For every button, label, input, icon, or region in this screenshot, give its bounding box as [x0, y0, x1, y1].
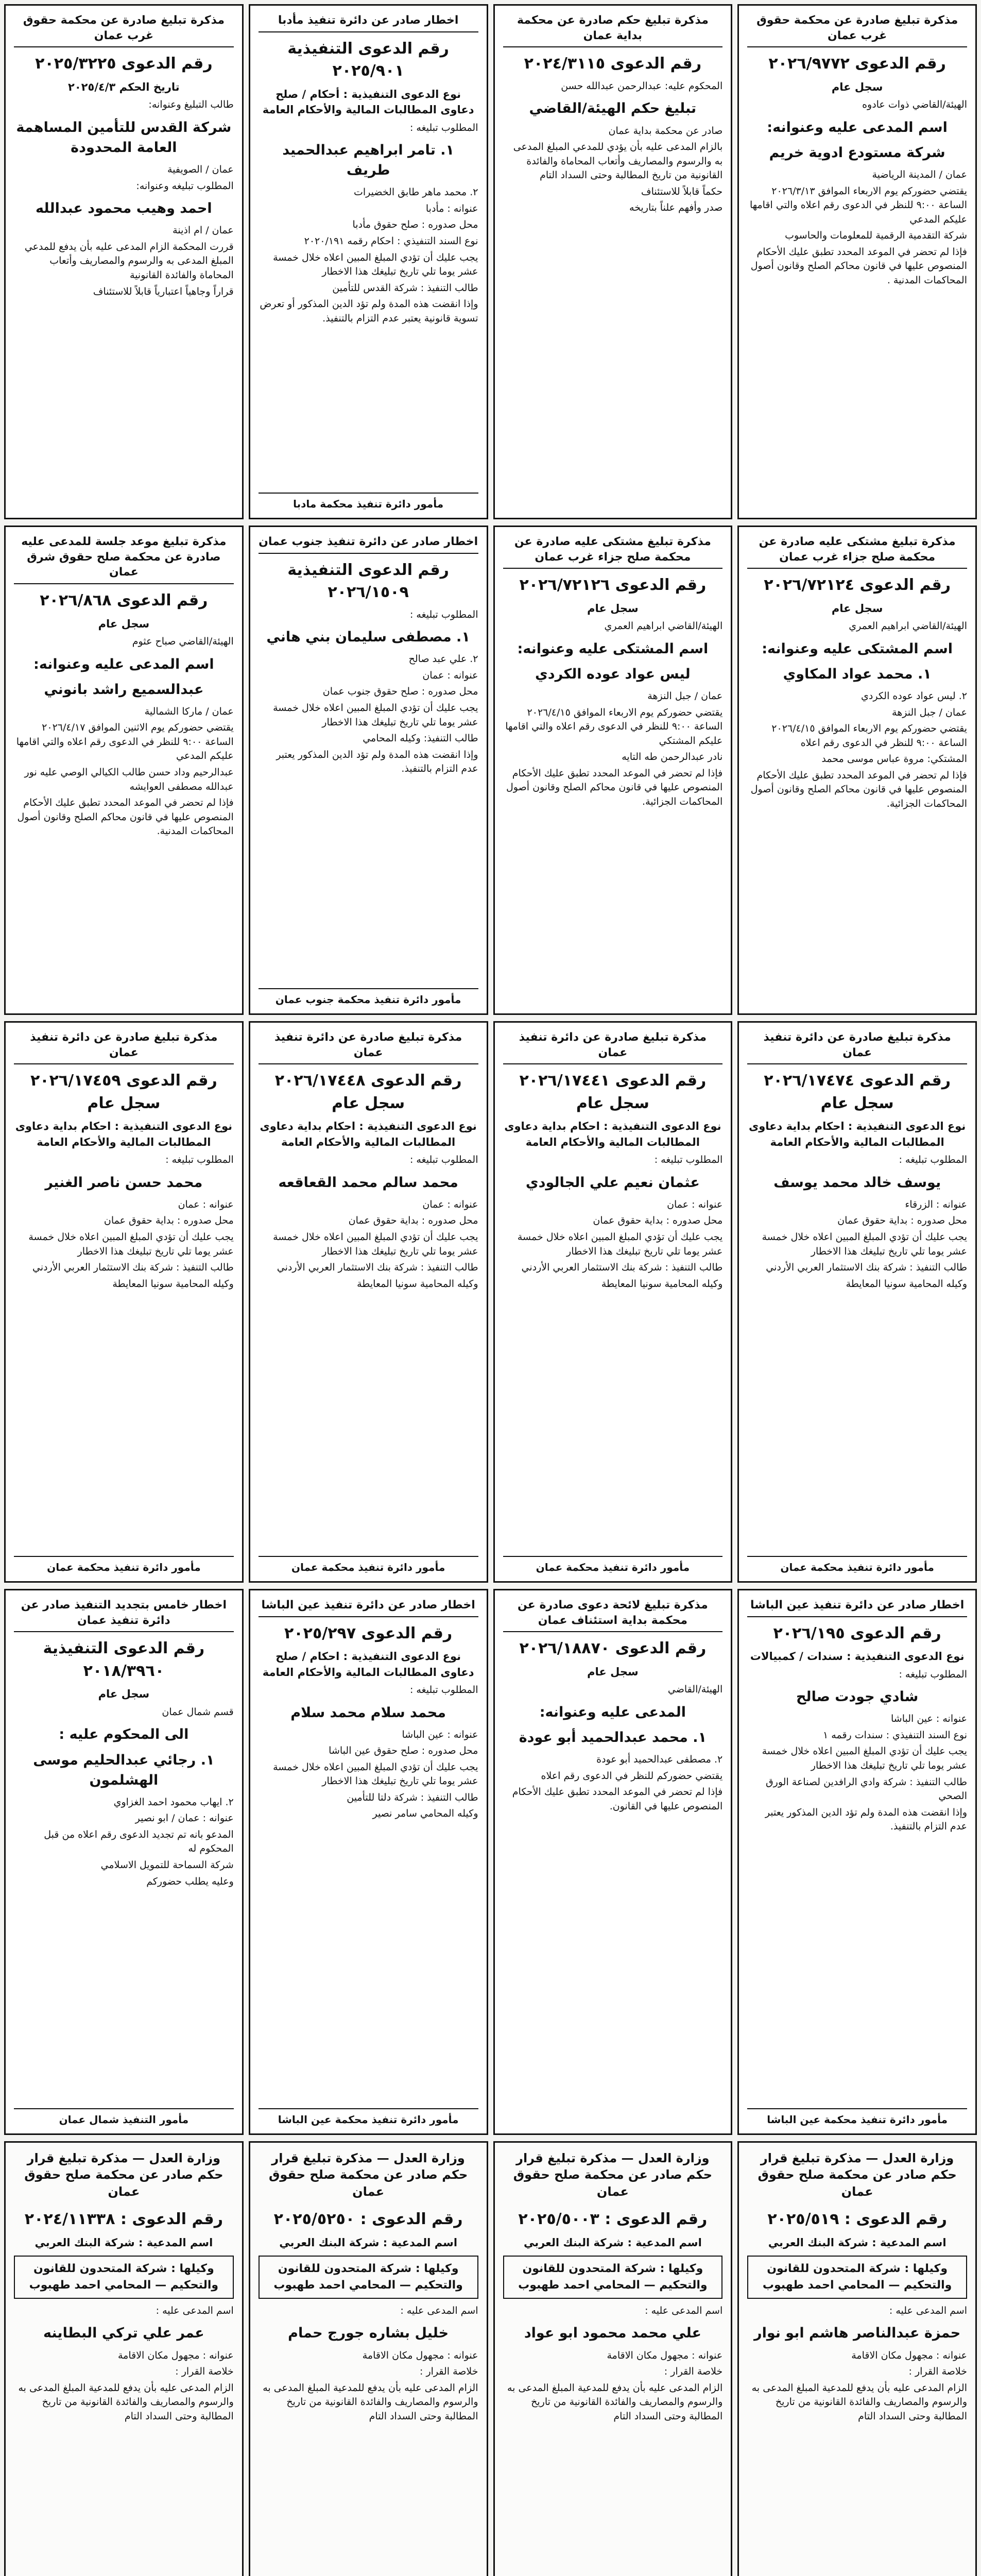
- party-name: محمد سالم محمد القعاقعه: [278, 1174, 458, 1191]
- notice-text: يجب عليك أن تؤدي المبلغ المبين اعلاه خلال خمسة عشر يوما تلي تاريخ تبليغك هذا الاخطار: [273, 702, 478, 728]
- legal-notice: [249, 1589, 488, 2135]
- notice-text: عنوانه : عين الباشا: [891, 1713, 967, 1725]
- notice-text: فإذا لم تحضر في الموعد المحدد تطبق عليك الأحكام المنصوص عليها في القانون.: [512, 1786, 723, 1812]
- notice-text: الهيئة/القاضي ابراهيم العمري: [849, 620, 967, 632]
- notice-text: شركة التقدمية الرقمية للمعلومات والحاسوب: [785, 230, 967, 242]
- party-name: ليس عواد عوده الكردي: [535, 666, 691, 682]
- notice-text: عمان / ام اذينة: [173, 225, 234, 236]
- notice-text: اسم المدعى عليه :: [400, 2304, 478, 2316]
- notice-text: يقتضي حضوركم يوم الاثنين الموافق ٢٠٢٦/٤/١٧ الساعة ٩:٠٠ للنظر في الدعوى رقم اعلاه والتي اقامها عليكم المدعي: [16, 722, 234, 762]
- notice-text: ٢. مصطفى عبدالحميد أبو عودة: [596, 1754, 723, 1766]
- notice-text: طالب التنفيذ : شركة القدس للتأمين: [332, 282, 478, 294]
- case-number: رقم الدعوى ٢٠٢٦/١٨٨٧٠: [519, 1639, 707, 1658]
- notice-subtitle: نوع الدعوى التنفيذية : احكام بداية دعاوى المطالبات المالية والأحكام العامة: [260, 1120, 477, 1148]
- notice-subtitle: اسم المدعية : شركة البنك العربي: [768, 2236, 946, 2249]
- notice-heading: مذكرة تبليغ صادرة عن دائرة تنفيذ عمان: [14, 1030, 234, 1064]
- notice-footer: مأمور دائرة تنفيذ محكمة جنوب عمان: [259, 988, 478, 1007]
- legal-notice: [4, 1589, 244, 2135]
- notice-heading: مذكرة تبليغ صادرة عن محكمة حقوق غرب عمان: [747, 13, 967, 47]
- notice-text: يجب عليك أن تؤدي المبلغ المبين اعلاه خلال خمسة عشر يوما تلي تاريخ تبليغك هذا الاخطار: [28, 1231, 234, 1257]
- notice-text: يجب عليك أن تؤدي المبلغ المبين اعلاه خلال خمسة عشر يوما تلي تاريخ تبليغك هذا الاخطار: [273, 251, 478, 278]
- notice-text: يقتضي حضوركم للنظر في الدعوى رقم اعلاه: [541, 1770, 723, 1782]
- notice-text: وكيله المحامية سونيا المعايطة: [846, 1278, 967, 1290]
- notice-heading: وزارة العدل — مذكرة تبليغ قرار حكم صادر عن محكمة صلح حقوق عمان: [24, 2151, 223, 2199]
- party-name: عمر علي تركي البطاينه: [43, 2325, 204, 2342]
- legal-notice: [493, 1021, 733, 1583]
- notice-text: محل صدوره : صلح حقوق جنوب عمان: [322, 686, 478, 698]
- notice-footer: مأمور دائرة تنفيذ محكمة عين الباشا: [747, 2108, 967, 2127]
- notice-text: طالب التنفيذ : شركة بنك الاستثمار العربي الأردني: [766, 1262, 967, 1274]
- notice-heading: مذكرة تبليغ صادرة عن دائرة تنفيذ عمان: [747, 1030, 967, 1064]
- notice-text: صادر عن محكمة بداية عمان: [608, 125, 723, 137]
- party-name: المدعى عليه وعنوانه:: [539, 1704, 686, 1720]
- case-number: رقم الدعوى ٢٠٢٦/١٧٤٤١ سجل عام: [519, 1072, 707, 1112]
- case-number: رقم الدعوى ٢٠٢٦/٩٧٧٢: [768, 55, 946, 73]
- legal-notice: [493, 2141, 733, 2576]
- notice-text: اسم المدعى عليه :: [645, 2304, 723, 2316]
- case-number: رقم الدعوى التنفيذية ٢٠٢٥/٩٠١: [287, 39, 449, 80]
- notice-text: المطلوب تبليغه :: [654, 1154, 723, 1166]
- notice-text: عمان / جبل النزهة: [892, 706, 967, 718]
- notice-heading: مذكرة تبليغ موعد جلسة للمدعى عليه صادرة عن محكمة صلح حقوق شرق عمان: [14, 534, 234, 584]
- notice-subtitle: نوع الدعوى التنفيذية : احكام بداية دعاوى المطالبات المالية والأحكام العامة: [504, 1120, 721, 1148]
- notice-footer: مأمور دائرة تنفيذ محكمة عمان: [259, 1556, 478, 1575]
- notice-text: المشتكي: مروة عباس موسى محمد: [821, 753, 967, 765]
- notice-text: وكيله المحامية سونيا المعايطة: [112, 1278, 234, 1290]
- notice-text: اسم المدعى عليه :: [889, 2304, 967, 2316]
- notice-footer: مأمور التنفيذ شمال عمان: [14, 2108, 234, 2127]
- notice-text: فإذا لم تحضر في الموعد المحدد تطبق عليك الأحكام المنصوص عليها في قانون محاكم الصلح وقانون أصول المحاكمات المدنية .: [750, 246, 967, 286]
- notice-text: محل صدوره : بداية حقوق عمان: [593, 1215, 723, 1227]
- notice-text: قراراً وجاهياً اعتبارياً قابلاً للاستئناف: [93, 285, 234, 297]
- notice-subtitle: نوع الدعوى التنفيذية : احكام / صلح دعاوى المطالبات المالية والأحكام العامة: [262, 1650, 474, 1679]
- notice-subtitle: تاريخ الحكم ٢٠٢٥/٤/٣: [68, 80, 180, 93]
- notice-text: عنوانه : مجهول مكان الاقامة: [851, 2349, 967, 2361]
- notice-text: يجب عليك أن تؤدي المبلغ المبين اعلاه خلال خمسة عشر يوما تلي تاريخ تبليغك هذا الاخطار: [762, 1231, 967, 1257]
- party-name: حمزة عبدالناصر هاشم ابو نوار: [754, 2325, 961, 2342]
- notice-heading: مذكرة تبليغ مشتكى عليه صادرة عن محكمة صلح جزاء غرب عمان: [747, 534, 967, 569]
- case-number: رقم الدعوى : ٢٠٢٥/٥٠٠٣: [518, 2210, 708, 2229]
- notice-text: المدعو بانه تم تجديد الدعوى رقم اعلاه من قبل المحكوم له: [44, 1828, 234, 1855]
- legal-notice: [493, 1589, 733, 2135]
- notice-text: قررت المحكمة الزام المدعى عليه بأن يدفع للمدعي المبلغ المدعى به والرسوم والمصاريف وأتعاب المحاماة والفائدة القانونية: [24, 241, 234, 281]
- notices-grid: [4, 4, 977, 2576]
- notice-heading: اخطار صادر عن دائرة تنفيذ مأدبا: [259, 13, 478, 32]
- notice-text: خلاصة القرار :: [175, 2366, 234, 2378]
- case-number: رقم الدعوى ٢٠٢٤/٣١١٥: [524, 55, 702, 73]
- notice-subtitle: سجل عام: [98, 617, 150, 630]
- notice-text: خلاصة القرار :: [664, 2366, 723, 2378]
- legal-notice: [4, 526, 244, 1015]
- notice-text: المطلوب تبليغه :: [409, 608, 478, 620]
- notice-text: يقتضي حضوركم يوم الاربعاء الموافق ٢٠٢٦/٣/١٣ الساعة ٩:٠٠ للنظر في الدعوى رقم اعلاه والتي اقامها عليكم المدعي: [749, 185, 967, 225]
- notice-text: فإذا لم تحضر في الموعد المحدد تطبق عليك الأحكام المنصوص عليها في قانون محاكم الصلح وقانون أصول المحاكمات الجزائية.: [750, 769, 967, 809]
- notice-text: وكيله المحامية سونيا المعايطة: [601, 1278, 723, 1290]
- notice-text: عمان / جبل النزهة: [647, 690, 723, 702]
- notice-text: طالب التنفيذ : شركة بنك الاستثمار العربي الأردني: [521, 1262, 723, 1274]
- notice-text: وإذا انقضت هذه المدة ولم تؤد الدين المذكور يعتبر عدم التزام بالتنفيذ.: [276, 749, 478, 775]
- notice-text: عنوانه : مجهول مكان الاقامة: [607, 2349, 723, 2361]
- notice-heading: مذكرة تبليغ صادرة عن دائرة تنفيذ عمان: [503, 1030, 723, 1064]
- notice-subtitle: نوع الدعوى التنفيذية : احكام بداية دعاوى المطالبات المالية والأحكام العامة: [748, 1120, 966, 1148]
- party-name: شادي جودت صالح: [796, 1689, 919, 1705]
- notice-text: خلاصة القرار :: [420, 2366, 478, 2378]
- case-number: رقم الدعوى ٢٠٢٥/٢٩٧: [284, 1624, 453, 1642]
- notice-text: المطلوب تبليغه :: [409, 1154, 478, 1166]
- notice-text: يجب عليك أن تؤدي المبلغ المبين اعلاه خلال خمسة عشر يوما تلي تاريخ تبليغك هذا الاخطار: [762, 1745, 967, 1771]
- notice-text: محل صدوره : بداية حقوق عمان: [104, 1215, 234, 1227]
- notice-text: عمان / الصويفية: [167, 164, 234, 176]
- notice-subtitle: سجل عام: [587, 1665, 639, 1678]
- notice-heading: مذكرة تبليغ صادرة عن دائرة تنفيذ عمان: [259, 1030, 478, 1064]
- notice-text: عمان / المدينة الرياضية: [872, 169, 967, 181]
- notice-text: المطلوب تبليغه :: [409, 1684, 478, 1696]
- notice-text: محل صدوره : صلح حقوق عين الباشا: [329, 1745, 478, 1757]
- notice-text: فإذا لم تحضر في الموعد المحدد تطبق عليك الأحكام المنصوص عليها في قانون محاكم الصلح وقانون أصول المحاكمات الجزائية.: [506, 767, 723, 807]
- notice-text: نوع السند التنفيذي : سندات رقمه ١: [823, 1729, 967, 1741]
- notice-text: عنوانه : مجهول مكان الاقامة: [117, 2349, 234, 2361]
- lawyer-box: وكيلها : شركة المتحدون للقانون والتحكيم — المحامي احمد طهبوب: [14, 2256, 234, 2299]
- notice-text: صدر وأفهم علناً بتاريخه: [629, 202, 723, 214]
- legal-notice: [249, 4, 488, 519]
- notice-text: ٢. ايهاب محمود احمد الغزاوي: [113, 1796, 234, 1808]
- notice-heading: اخطار صادر عن دائرة تنفيذ عين الباشا: [747, 1598, 967, 1617]
- notice-text: قسم شمال عمان: [162, 1706, 234, 1718]
- notice-footer: مأمور دائرة تنفيذ محكمة مادبا: [259, 493, 478, 512]
- notice-text: ٢. ليس عواد عوده الكردي: [861, 690, 967, 702]
- notice-text: وعليه يطلب حضوركم: [146, 1875, 234, 1887]
- notice-text: الزام المدعى عليه بأن يدفع للمدعية المبلغ المدعى به والرسوم والمصاريف والفائدة القانونية من تاريخ المطالبة وحتى السداد التام: [751, 2382, 967, 2422]
- notice-text: عنوانه : عمان / ابو نصير: [135, 1812, 234, 1824]
- notice-text: عنوانه : عين الباشا: [402, 1728, 478, 1740]
- notice-subtitle: نوع الدعوى التنفيذية : سندات / كمبيالات: [750, 1650, 965, 1663]
- notice-heading: اخطار صادر عن دائرة تنفيذ عين الباشا: [259, 1598, 478, 1617]
- notice-text: المحكوم عليه: عبدالرحمن عبدالله حسن: [561, 80, 723, 92]
- notice-text: المطلوب تبليغه :: [409, 122, 478, 133]
- party-name: احمد وهيب محمود عبدالله: [36, 200, 212, 217]
- case-number: رقم الدعوى ٢٠٢٦/٨٦٨: [40, 591, 208, 610]
- legal-notice: [4, 2141, 244, 2576]
- party-name: ١. رجائي عبدالحليم موسى الهشلمون: [33, 1752, 215, 1788]
- case-number: رقم الدعوى ٢٠٢٦/١٩٥: [773, 1624, 941, 1642]
- notice-text: المطلوب تبليغه :: [165, 1154, 234, 1166]
- legal-notice: [737, 2141, 977, 2576]
- party-name: يوسف خالد محمد يوسف: [773, 1174, 941, 1191]
- case-number: رقم الدعوى : ٢٠٢٥/٥٢٥٠: [273, 2210, 463, 2229]
- lawyer-box: وكيلها : شركة المتحدون للقانون والتحكيم — المحامي احمد طهبوب: [747, 2256, 967, 2299]
- notice-text: خلاصة القرار :: [908, 2366, 967, 2378]
- notice-text: الهيئة/القاضي ابراهيم العمري: [604, 620, 723, 632]
- party-name: اسم المدعى عليه وعنوانه:: [33, 656, 214, 672]
- notice-text: وكيله المحامية سونيا المعايطة: [357, 1278, 478, 1290]
- legal-notice: [4, 4, 244, 519]
- case-number: رقم الدعوى ٢٠٢٦/٧٢١٢٤: [764, 576, 951, 595]
- notice-subtitle: سجل عام: [831, 80, 883, 93]
- notice-text: عنوانه : عمان: [667, 1198, 723, 1210]
- notice-heading: مذكرة تبليغ لائحة دعوى صادرة عن محكمة بداية استئناف عمان: [503, 1598, 723, 1632]
- lawyer-box: وكيلها : شركة المتحدون للقانون والتحكيم — المحامي احمد طهبوب: [503, 2256, 723, 2299]
- notice-text: وكيله المحامي سامر نصير: [372, 1808, 478, 1820]
- legal-notice: [737, 1021, 977, 1583]
- party-name: خليل بشاره جورج حمام: [288, 2325, 449, 2342]
- notice-heading: اخطار خامس بتجديد التنفيذ صادر عن دائرة تنفيذ عمان: [14, 1598, 234, 1632]
- legal-notice: [493, 4, 733, 519]
- notice-text: يجب عليك أن تؤدي المبلغ المبين اعلاه خلال خمسة عشر يوما تلي تاريخ تبليغك هذا الاخطار: [273, 1231, 478, 1257]
- notice-text: الهيئة/القاضي: [667, 1684, 723, 1696]
- case-number: رقم الدعوى ٢٠٢٦/١٧٤٤٨ سجل عام: [274, 1072, 462, 1112]
- case-number: رقم الدعوى ٢٠٢٦/١٧٤٥٩ سجل عام: [30, 1072, 217, 1112]
- notice-text: عنوانه : الزرقاء: [905, 1198, 967, 1210]
- notice-text: الهيئة/القاضي ذوات عادوه: [862, 99, 967, 111]
- notice-text: نوع السند التنفيذي : احكام رقمه ٢٠٢٠/١٩١: [304, 235, 478, 247]
- legal-notice: [249, 526, 488, 1015]
- notice-text: نادر عبدالرحمن طه التايه: [622, 751, 723, 763]
- legal-notice: [249, 1021, 488, 1583]
- party-name: الى المحكوم عليه :: [59, 1726, 189, 1743]
- notice-heading: مذكرة تبليغ صادرة عن محكمة حقوق غرب عمان: [14, 13, 234, 47]
- notice-text: فإذا لم تحضر في الموعد المحدد تطبق عليك الأحكام المنصوص عليها في قانون محاكم الصلح وقانون أصول المحاكمات المدنية.: [17, 797, 234, 837]
- notice-text: طالب التبليغ وعنوانه:: [148, 99, 234, 111]
- notice-footer: مأمور دائرة تنفيذ محكمة عين الباشا: [259, 2108, 478, 2127]
- notice-text: طالب التنفيذ : شركة بنك الاستثمار العربي الأردني: [32, 1262, 234, 1274]
- party-name: شركة القدس للتأمين المساهمة العامة المحدودة: [16, 119, 232, 156]
- notice-text: محل صدوره : بداية حقوق عمان: [837, 1215, 967, 1227]
- party-name: اسم المشتكى عليه وعنوانه:: [517, 640, 709, 657]
- notice-text: عمان / ماركا الشمالية: [144, 705, 234, 717]
- notice-text: اسم المدعى عليه :: [156, 2304, 234, 2316]
- notice-text: طالب التنفيذ : شركة بنك الاستثمار العربي الأردني: [277, 1262, 478, 1274]
- notice-subtitle: سجل عام: [587, 602, 639, 615]
- party-name: اسم المشتكى عليه وعنوانه:: [762, 640, 953, 657]
- legal-notice: [493, 526, 733, 1015]
- notice-text: يقتضي حضوركم يوم الاربعاء الموافق ٢٠٢٦/٤/١٥ الساعة ٩:٠٠ للنظر في الدعوى رقم اعلاه: [771, 723, 967, 749]
- party-name: عثمان نعيم علي الجالودي: [525, 1174, 700, 1191]
- notice-text: عنوانه : عمان: [178, 1198, 234, 1210]
- lawyer-box: وكيلها : شركة المتحدون للقانون والتحكيم — المحامي احمد طهبوب: [259, 2256, 478, 2299]
- legal-notice: [249, 2141, 488, 2576]
- notice-text: طالب التنفيذ : شركة دلتا للتأمين: [347, 1791, 478, 1803]
- legal-notice: [4, 1021, 244, 1583]
- party-name: تبليغ حكم الهيئة/القاضي: [529, 100, 697, 117]
- notice-text: عنوانه : عمان: [422, 1198, 478, 1210]
- notice-text: بالزام المدعى عليه بأن يؤدي للمدعي المبلغ المدعى به والرسوم والمصاريف وأتعاب المحاماة والفائدة القانونية من تاريخ المطالبة وحتى السداد التام: [513, 141, 723, 181]
- case-number: رقم الدعوى ٢٠٢٦/٧٢١٢٦: [519, 576, 707, 595]
- legal-notice: [737, 1589, 977, 2135]
- notice-footer: مأمور دائرة تنفيذ محكمة عمان: [747, 1556, 967, 1575]
- notice-text: عبدالرحيم وداد حسن طالب الكيالي الوصي عليه نور عبدالله مصطفى العوايشه: [24, 767, 234, 792]
- notice-text: الزام المدعى عليه بأن يدفع للمدعية المبلغ المدعى به والرسوم والمصاريف والفائدة القانونية من تاريخ المطالبة وحتى السداد التام: [18, 2382, 234, 2422]
- party-name: علي محمد محمود ابو عواد: [524, 2325, 701, 2342]
- notice-text: محل صدوره : بداية حقوق عمان: [348, 1215, 478, 1227]
- notice-text: وإذا انقضت هذه المدة ولم تؤد الدين المذكور يعتبر عدم التزام بالتنفيذ.: [765, 1806, 967, 1833]
- party-name: ١. تامر ابراهيم عبدالحميد طريف: [282, 142, 454, 179]
- notice-text: طالب التنفيذ : شركة وادي الرافدين لصناعة الورق الصحي: [765, 1776, 967, 1802]
- case-number: رقم الدعوى ٢٠٢٦/١٧٤٧٤ سجل عام: [764, 1072, 951, 1112]
- party-name: ١. محمد عواد المكاوي: [783, 666, 932, 682]
- notice-subtitle: اسم المدعية : شركة البنك العربي: [523, 2236, 702, 2249]
- notice-text: يجب عليك أن تؤدي المبلغ المبين اعلاه خلال خمسة عشر يوما تلي تاريخ تبليغك هذا الاخطار: [517, 1231, 723, 1257]
- notice-text: يجب عليك أن تؤدي المبلغ المبين اعلاه خلال خمسة عشر يوما تلي تاريخ تبليغك هذا الاخطار: [273, 1761, 478, 1787]
- notice-text: الزام المدعى عليه بأن يدفع للمدعية المبلغ المدعى به والرسوم والمصاريف والفائدة القانونية من تاريخ المطالبة وحتى السداد التام: [507, 2382, 723, 2422]
- notice-text: عنوانه : عمان: [422, 669, 478, 681]
- notice-heading: وزارة العدل — مذكرة تبليغ قرار حكم صادر عن محكمة صلح حقوق عمان: [513, 2151, 713, 2199]
- notice-text: عنوانه : مجهول مكان الاقامة: [362, 2349, 478, 2361]
- case-number: رقم الدعوى : ٢٠٢٥/٥١٩: [767, 2210, 947, 2229]
- legal-notice: [737, 4, 977, 519]
- notice-subtitle: اسم المدعية : شركة البنك العربي: [35, 2236, 213, 2249]
- party-name: عبدالسميع راشد بانوني: [44, 681, 204, 698]
- notice-subtitle: سجل عام: [831, 602, 883, 615]
- party-name: شركة مستودع ادوية خريم: [769, 145, 945, 161]
- notice-text: المطلوب تبليغه :: [899, 1668, 967, 1680]
- case-number: رقم الدعوى التنفيذية ٢٠١٨/٣٩٦٠: [43, 1639, 205, 1680]
- notice-footer: مأمور دائرة تنفيذ محكمة عمان: [14, 1556, 234, 1575]
- party-name: محمد حسن ناصر الغنير: [45, 1174, 203, 1191]
- party-name: ١. مصطفى سليمان بني هاني: [266, 629, 470, 646]
- notice-text: عنوانه : مأدبا: [425, 202, 478, 214]
- party-name: اسم المدعى عليه وعنوانه:: [767, 119, 948, 135]
- notice-subtitle: نوع الدعوى التنفيذية : أحكام / صلح دعاوى المطالبات المالية والأحكام العامة: [262, 88, 474, 116]
- notice-text: ٢. محمد ماهر طابق الخضيرات: [353, 187, 478, 198]
- notice-text: ٢. علي عبد صالح: [408, 653, 478, 665]
- notice-text: شركة السماحة للتمويل الاسلامي: [100, 1859, 234, 1871]
- notice-text: وإذا انقضت هذه المدة ولم تؤد الدين المذكور أو تعرض تسوية قانونية يعتبر عدم التزام بالتنفيذ.: [260, 298, 478, 324]
- notice-text: المطلوب تبليغه :: [899, 1154, 967, 1166]
- notice-text: المطلوب تبليغه وعنوانه:: [136, 180, 234, 192]
- notice-subtitle: اسم المدعية : شركة البنك العربي: [279, 2236, 458, 2249]
- party-name: محمد سلام محمد سلام: [290, 1704, 446, 1721]
- notice-text: حكماً قابلاً للاستئناف: [641, 185, 723, 197]
- notice-text: يقتضي حضوركم يوم الاربعاء الموافق ٢٠٢٦/٤/١٥ الساعة ٩:٠٠ للنظر في الدعوى رقم اعلاه والتي اقامها عليكم المشتكي: [505, 706, 723, 747]
- notice-text: الهيئة/القاضي صباح عثوم: [132, 636, 234, 647]
- notice-text: الزام المدعى عليه بأن يدفع للمدعية المبلغ المدعى به والرسوم والمصاريف والفائدة القانونية من تاريخ المطالبة وحتى السداد التام: [263, 2382, 478, 2422]
- notice-footer: مأمور دائرة تنفيذ محكمة عمان: [503, 1556, 723, 1575]
- legal-notice: [737, 526, 977, 1015]
- notice-heading: مذكرة تبليغ حكم صادرة عن محكمة بداية عمان: [503, 13, 723, 47]
- notice-subtitle: سجل عام: [98, 1688, 150, 1701]
- case-number: رقم الدعوى التنفيذية ٢٠٢٦/١٥٠٩: [287, 561, 449, 602]
- notice-heading: مذكرة تبليغ مشتكى عليه صادرة عن محكمة صلح جزاء غرب عمان: [503, 534, 723, 569]
- notice-heading: وزارة العدل — مذكرة تبليغ قرار حكم صادر عن محكمة صلح حقوق عمان: [268, 2151, 468, 2199]
- notice-subtitle: نوع الدعوى التنفيذية : احكام بداية دعاوى المطالبات المالية والأحكام العامة: [15, 1120, 232, 1148]
- notice-text: محل صدوره : صلح حقوق مأدبا: [352, 219, 478, 231]
- party-name: ١. محمد عبدالحميد أبو عودة: [519, 1730, 707, 1745]
- notice-heading: وزارة العدل — مذكرة تبليغ قرار حكم صادر عن محكمة صلح حقوق عمان: [758, 2151, 957, 2199]
- case-number: رقم الدعوى ٢٠٢٥/٣٢٢٥: [35, 55, 213, 73]
- notice-heading: اخطار صادر عن دائرة تنفيذ جنوب عمان: [259, 534, 478, 554]
- notice-text: طالب التنفيذ: وكيله المحامي: [363, 733, 478, 744]
- case-number: رقم الدعوى : ٢٠٢٤/١١٣٣٨: [24, 2210, 223, 2229]
